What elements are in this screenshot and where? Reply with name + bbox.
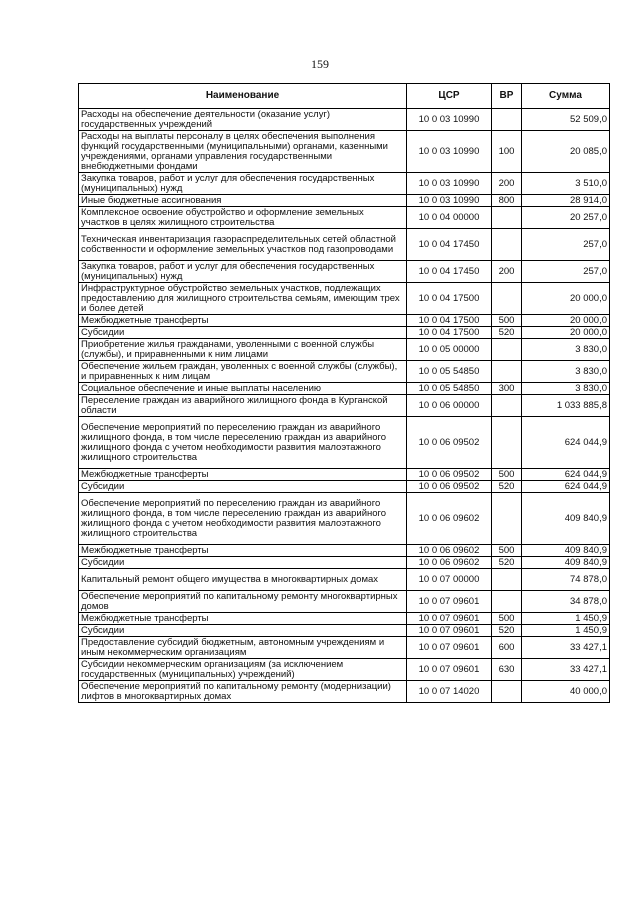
cell-vr [492, 283, 522, 315]
table-row [79, 207, 610, 229]
header-name: Наименование [79, 84, 407, 109]
cell-vr: 520 [492, 557, 522, 569]
cell-csr: 10 0 04 17500 [407, 283, 492, 315]
cell-sum: 52 509,0 [522, 109, 610, 131]
cell-name: Предоставление субсидий бюджетным, автономным учреждениям и иным некоммерческим организациям [79, 637, 407, 659]
header-sum: Сумма [522, 84, 610, 109]
cell-sum: 624 044,9 [522, 417, 610, 469]
cell-csr: 10 0 07 09601 [407, 637, 492, 659]
cell-csr: 10 0 06 09502 [407, 469, 492, 481]
cell-vr: 200 [492, 261, 522, 283]
cell-vr: 630 [492, 659, 522, 681]
table-row [79, 339, 610, 361]
cell-vr: 800 [492, 195, 522, 207]
cell-vr [492, 109, 522, 131]
cell-name: Обеспечение мероприятий по переселению граждан из аварийного жилищного фонда, в том числе переселению граждан из аварийного жилищного фонда с учетом необходимости развития малоэтажного жилищного строительства [79, 493, 407, 545]
cell-csr: 10 0 04 17450 [407, 261, 492, 283]
cell-csr: 10 0 05 00000 [407, 339, 492, 361]
cell-name: Субсидии некоммерческим организациям (за исключением государственных (муниципальных) учреждений) [79, 659, 407, 681]
cell-name: Переселение граждан из аварийного жилищного фонда в Курганской области [79, 395, 407, 417]
cell-sum: 34 878,0 [522, 591, 610, 613]
cell-name: Техническая инвентаризация газораспределительных сетей областной собственности и оформление земельных участков под газопроводами [79, 229, 407, 261]
cell-name: Иные бюджетные ассигнования [79, 195, 407, 207]
cell-sum: 409 840,9 [522, 493, 610, 545]
cell-vr [492, 361, 522, 383]
cell-vr: 520 [492, 625, 522, 637]
cell-csr: 10 0 06 09602 [407, 493, 492, 545]
header-vr: ВР [492, 84, 522, 109]
cell-sum: 74 878,0 [522, 569, 610, 591]
cell-sum: 20 000,0 [522, 327, 610, 339]
cell-sum: 33 427,1 [522, 637, 610, 659]
cell-csr: 10 0 07 00000 [407, 569, 492, 591]
cell-sum: 20 000,0 [522, 283, 610, 315]
cell-vr: 520 [492, 481, 522, 493]
cell-sum: 409 840,9 [522, 557, 610, 569]
table-row [79, 469, 610, 481]
cell-vr [492, 395, 522, 417]
cell-vr: 200 [492, 173, 522, 195]
cell-csr: 10 0 04 17500 [407, 327, 492, 339]
cell-vr: 500 [492, 315, 522, 327]
cell-name: Социальное обеспечение и иные выплаты населению [79, 383, 407, 395]
cell-name: Субсидии [79, 327, 407, 339]
cell-name: Закупка товаров, работ и услуг для обеспечения государственных (муниципальных) нужд [79, 173, 407, 195]
table-row [79, 613, 610, 625]
cell-csr: 10 0 05 54850 [407, 383, 492, 395]
cell-csr: 10 0 06 00000 [407, 395, 492, 417]
cell-sum: 257,0 [522, 261, 610, 283]
cell-name: Межбюджетные трансферты [79, 315, 407, 327]
table-row [79, 545, 610, 557]
table-row [79, 493, 610, 545]
cell-vr [492, 339, 522, 361]
table-row [79, 327, 610, 339]
cell-name: Субсидии [79, 557, 407, 569]
cell-name: Обеспечение жильем граждан, уволенных с военной службы (службы), и приравненных к ним лицам [79, 361, 407, 383]
cell-vr [492, 569, 522, 591]
cell-sum: 3 830,0 [522, 339, 610, 361]
cell-vr: 300 [492, 383, 522, 395]
cell-vr: 600 [492, 637, 522, 659]
cell-name: Инфраструктурное обустройство земельных участков, подлежащих предоставлению для жилищного строительства семьям, имеющим трех и более детей [79, 283, 407, 315]
table-row [79, 109, 610, 131]
table-body [79, 109, 610, 703]
cell-vr: 500 [492, 469, 522, 481]
cell-sum: 40 000,0 [522, 681, 610, 703]
cell-name: Субсидии [79, 625, 407, 637]
cell-sum: 409 840,9 [522, 545, 610, 557]
cell-vr [492, 417, 522, 469]
cell-name: Обеспечение мероприятий по переселению граждан из аварийного жилищного фонда, в том числе переселению граждан из аварийного жилищного фонда с учетом необходимости развития малоэтажного жилищного строительства [79, 417, 407, 469]
cell-name: Субсидии [79, 481, 407, 493]
table-row [79, 625, 610, 637]
cell-sum: 3 830,0 [522, 383, 610, 395]
table-row [79, 569, 610, 591]
cell-sum: 1 033 885,8 [522, 395, 610, 417]
cell-csr: 10 0 04 17500 [407, 315, 492, 327]
table-row [79, 417, 610, 469]
cell-csr: 10 0 07 14020 [407, 681, 492, 703]
cell-sum: 20 257,0 [522, 207, 610, 229]
cell-name: Обеспечение мероприятий по капитальному ремонту многоквартирных домов [79, 591, 407, 613]
cell-sum: 1 450,9 [522, 613, 610, 625]
cell-csr: 10 0 03 10990 [407, 195, 492, 207]
table-row [79, 131, 610, 173]
cell-csr: 10 0 07 09601 [407, 591, 492, 613]
table-row [79, 283, 610, 315]
cell-csr: 10 0 03 10990 [407, 109, 492, 131]
cell-csr: 10 0 03 10990 [407, 173, 492, 195]
table-row [79, 481, 610, 493]
cell-csr: 10 0 05 54850 [407, 361, 492, 383]
cell-csr: 10 0 06 09502 [407, 417, 492, 469]
cell-name: Межбюджетные трансферты [79, 469, 407, 481]
cell-csr: 10 0 07 09601 [407, 659, 492, 681]
cell-sum: 624 044,9 [522, 481, 610, 493]
cell-vr [492, 681, 522, 703]
cell-csr: 10 0 04 00000 [407, 207, 492, 229]
table-row [79, 395, 610, 417]
cell-csr: 10 0 06 09602 [407, 557, 492, 569]
cell-sum: 20 085,0 [522, 131, 610, 173]
cell-sum: 624 044,9 [522, 469, 610, 481]
cell-vr: 100 [492, 131, 522, 173]
cell-name: Закупка товаров, работ и услуг для обеспечения государственных (муниципальных) нужд [79, 261, 407, 283]
cell-name: Обеспечение мероприятий по капитальному ремонту (модернизации) лифтов в многоквартирных домах [79, 681, 407, 703]
table-row [79, 229, 610, 261]
cell-sum: 20 000,0 [522, 315, 610, 327]
cell-name: Комплексное освоение обустройство и оформление земельных участков в целях жилищного строительства [79, 207, 407, 229]
header-row [79, 84, 610, 109]
cell-vr: 500 [492, 545, 522, 557]
cell-vr: 520 [492, 327, 522, 339]
table-row [79, 195, 610, 207]
budget-table [78, 83, 610, 703]
cell-name: Капитальный ремонт общего имущества в многоквартирных домах [79, 569, 407, 591]
cell-csr: 10 0 03 10990 [407, 131, 492, 173]
cell-csr: 10 0 06 09502 [407, 481, 492, 493]
cell-sum: 28 914,0 [522, 195, 610, 207]
cell-sum: 257,0 [522, 229, 610, 261]
table-row [79, 261, 610, 283]
cell-sum: 3 830,0 [522, 361, 610, 383]
cell-csr: 10 0 07 09601 [407, 613, 492, 625]
cell-vr: 500 [492, 613, 522, 625]
table-row [79, 681, 610, 703]
table-row [79, 637, 610, 659]
cell-sum: 1 450,9 [522, 625, 610, 637]
cell-name: Приобретение жилья гражданами, уволенными с военной службы (службы), и приравненными к ним лицами [79, 339, 407, 361]
table-row [79, 361, 610, 383]
cell-vr [492, 493, 522, 545]
cell-name: Расходы на выплаты персоналу в целях обеспечения выполнения функций государственными (муниципальными) органами, казенными учреждениями, органами управления государственными внебюджетными фондами [79, 131, 407, 173]
table-row [79, 173, 610, 195]
table-row [79, 557, 610, 569]
cell-vr [492, 591, 522, 613]
table-row [79, 315, 610, 327]
page-number: 159 [311, 57, 329, 71]
cell-name: Расходы на обеспечение деятельности (оказание услуг) государственных учреждений [79, 109, 407, 131]
cell-vr [492, 207, 522, 229]
cell-csr: 10 0 04 17450 [407, 229, 492, 261]
table-row [79, 591, 610, 613]
cell-csr: 10 0 07 09601 [407, 625, 492, 637]
cell-name: Межбюджетные трансферты [79, 613, 407, 625]
cell-sum: 3 510,0 [522, 173, 610, 195]
table-row [79, 659, 610, 681]
cell-csr: 10 0 06 09602 [407, 545, 492, 557]
cell-vr [492, 229, 522, 261]
cell-sum: 33 427,1 [522, 659, 610, 681]
cell-name: Межбюджетные трансферты [79, 545, 407, 557]
table-row [79, 383, 610, 395]
header-csr: ЦСР [407, 84, 492, 109]
